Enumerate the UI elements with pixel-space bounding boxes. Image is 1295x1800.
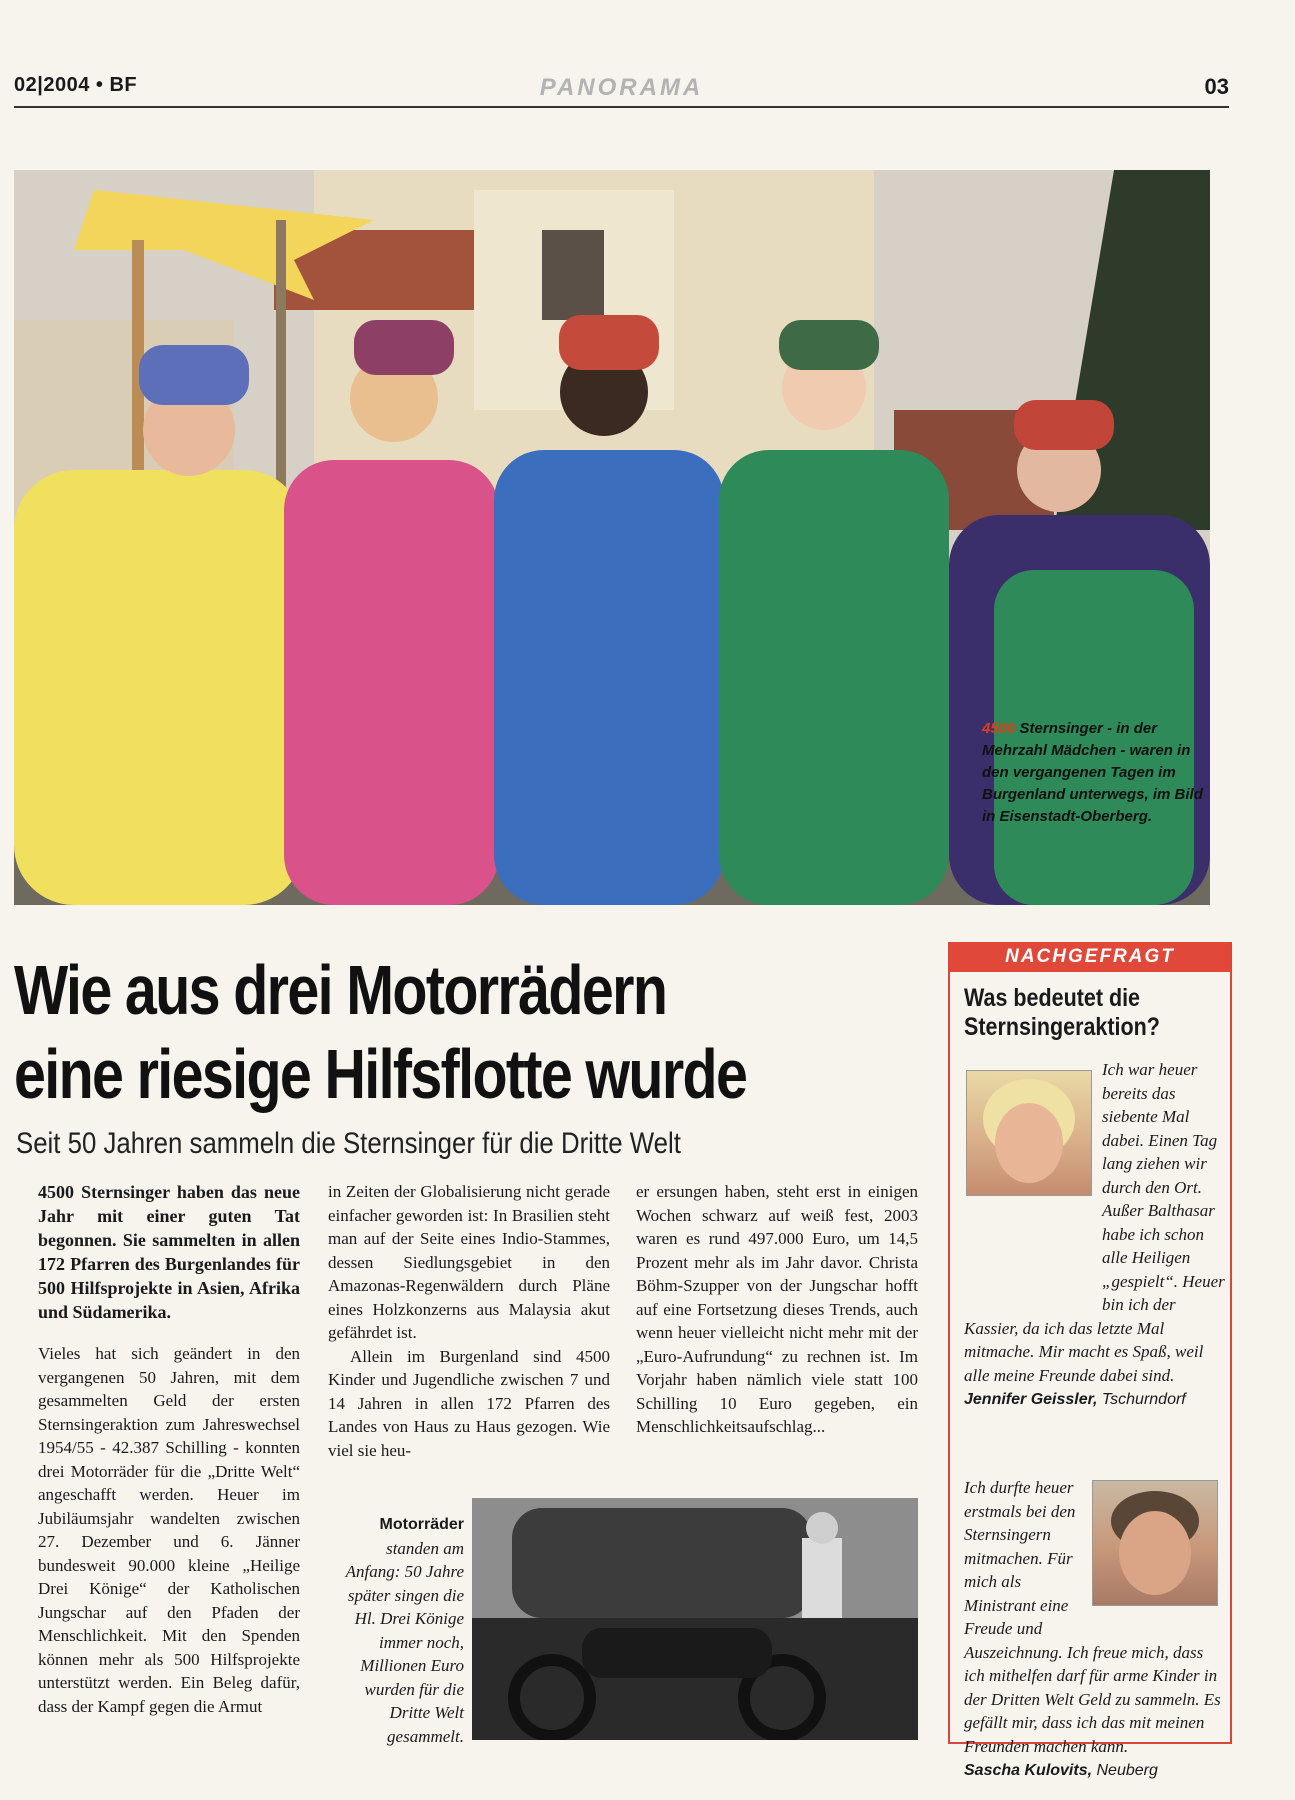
moto-caption-text: standen am Anfang: 50 Jahre später singen die Hl. Drei Könige immer noch, Millionen Euro wurden für die Dritte Welt gesammelt. [345,1538,464,1746]
answer-1-text: Ich war heuer bereits das siebente Mal dabei. Einen Tag lang ziehen wir durch den Ort. Außer Balthasar habe ich schon alle Heiligen „gespielt“. Heuer bin ich der Kassier, da ich das letzte Mal mitmache. Mir macht es Spaß, weil alle meine Freunde dabei sind. [964,1060,1225,1385]
photo-caption-number: 4500 [982,720,1016,737]
answer-2-text: Ich durfte heuer erstmals bei den Sternsingern mitmachen. Für mich als Ministrant eine Freude und Auszeichnung. Ich freue mich, dass ich mithelfen darf für arme Kinder in der Dritten Welt Geld zu sammeln. Es gefällt mir, dass ich das mit meinen Freunden machen kann. [964,1478,1221,1756]
answer-1-author [964,1391,1186,1408]
portrait-2-spacer [1092,1476,1226,1626]
headline-line-1: Wie aus drei Motorrädern [14,951,667,1029]
sidebar-answer-2 [964,1476,1226,1782]
article-headline [14,948,941,1116]
photo-caption [982,718,1210,828]
motorcycle-photo [472,1498,918,1740]
answer-1-place: Tschurndorf [1097,1391,1186,1408]
sternsinger-photo [14,170,1210,905]
page-header [14,72,1229,108]
answer-1-name: Jennifer Geissler, [964,1391,1098,1408]
motorcycle-photo-caption [336,1512,464,1748]
answer-2-author [964,1762,1158,1779]
page-number: 03 [1204,74,1229,99]
column-2-paragraph-1: in Zeiten der Globalisierung nicht gerade einfacher geworden ist: In Brasilien steht man auf der Seite eines Indio-Stammes, dessen Siedlungsgebiet in den Amazonas-Regenwäldern durch Pläne eines Holzkonzerns aus Malaysia akut gefährdet ist. [328,1182,610,1342]
sidebar-answer-1 [964,1058,1226,1411]
answer-2-place: Neuberg [1092,1762,1158,1779]
sidebar-nachgefragt [948,942,1232,1779]
photo-caption-text: Sternsinger - in der Mehrzahl Mädchen - waren in den vergangenen Tagen im Burgenland unterwegs, im Bild in Eisenstadt-Oberberg. [982,720,1203,825]
article-lead: 4500 Sternsinger haben das neue Jahr mit einer guten Tat begonnen. Sie sammelten in allen 172 Pfarren des Burgenlandes für 500 Hilfsprojekte in Asien, Afrika und Südamerika. [38,1182,300,1322]
moto-caption-bold: Motorräder [379,1516,464,1533]
column-2-paragraph-2: Allein im Burgenland sind 4500 Kinder und Jugendliche zwischen 7 und 14 Jahren in allen 172 Pfarren des Landes von Haus zu Haus gezogen. Wie viel sie heu- [328,1346,610,1460]
article-column-3: er ersungen haben, steht erst in einigen Wochen schwarz auf weiß fest, 2003 waren es rund 497.000 Euro, um 14,5 Prozent mehr als im Jahr davor. Christa Böhm-Szupper von der Jungschar hofft auf eine Fortsetzung dieses Trends, auch wenn heuer vielleicht nicht mehr mit der „Euro-Aufrundung“ zu rechnen ist. Im Vorjahr haben nämlich viele statt 100 Schilling 10 Euro gegeben, ein Menschlichkeitsaufschlag... [636,1182,918,1436]
answer-2-name: Sascha Kulovits, [964,1762,1093,1779]
article-subheadline: Seit 50 Jahren sammeln die Sternsinger für die Dritte Welt [16,1127,681,1160]
article-column-1: Vieles hat sich geändert in den vergangenen 50 Jahren, mit dem gesammelten Geld der ersten Sternsingeraktion zum Jahreswechsel 1954/55 - 42.387 Schilling - konnten drei Motorräder für die „Dritte Welt“ angeschafft werden. Heuer im Jubiläumsjahr wandelten zwischen 27. Dezember und 6. Jänner bundesweit 90.000 kleine „Heilige Drei Könige“ der Katholischen Jungschar auf den Pfaden der Menschlichkeit. Mit den Spenden können mehr als 500 Hilfsprojekte unterstützt werden. Ein Beleg dafür, dass der Kampf gegen die Armut [38,1344,300,1716]
motorcycle-photo-graphic [472,1498,918,1740]
sidebar-label: NACHGEFRAGT [950,942,1230,972]
sidebar-question: Was bedeutet die Sternsingeraktion? [964,984,1160,1041]
headline-line-2: eine riesige Hilfsflotte wurde [14,1035,747,1113]
issue-label: 02|2004 • BF [14,74,138,96]
portrait-1-spacer [964,1058,1102,1302]
section-title: PANORAMA [539,74,704,101]
article-column-2 [328,1180,610,1462]
